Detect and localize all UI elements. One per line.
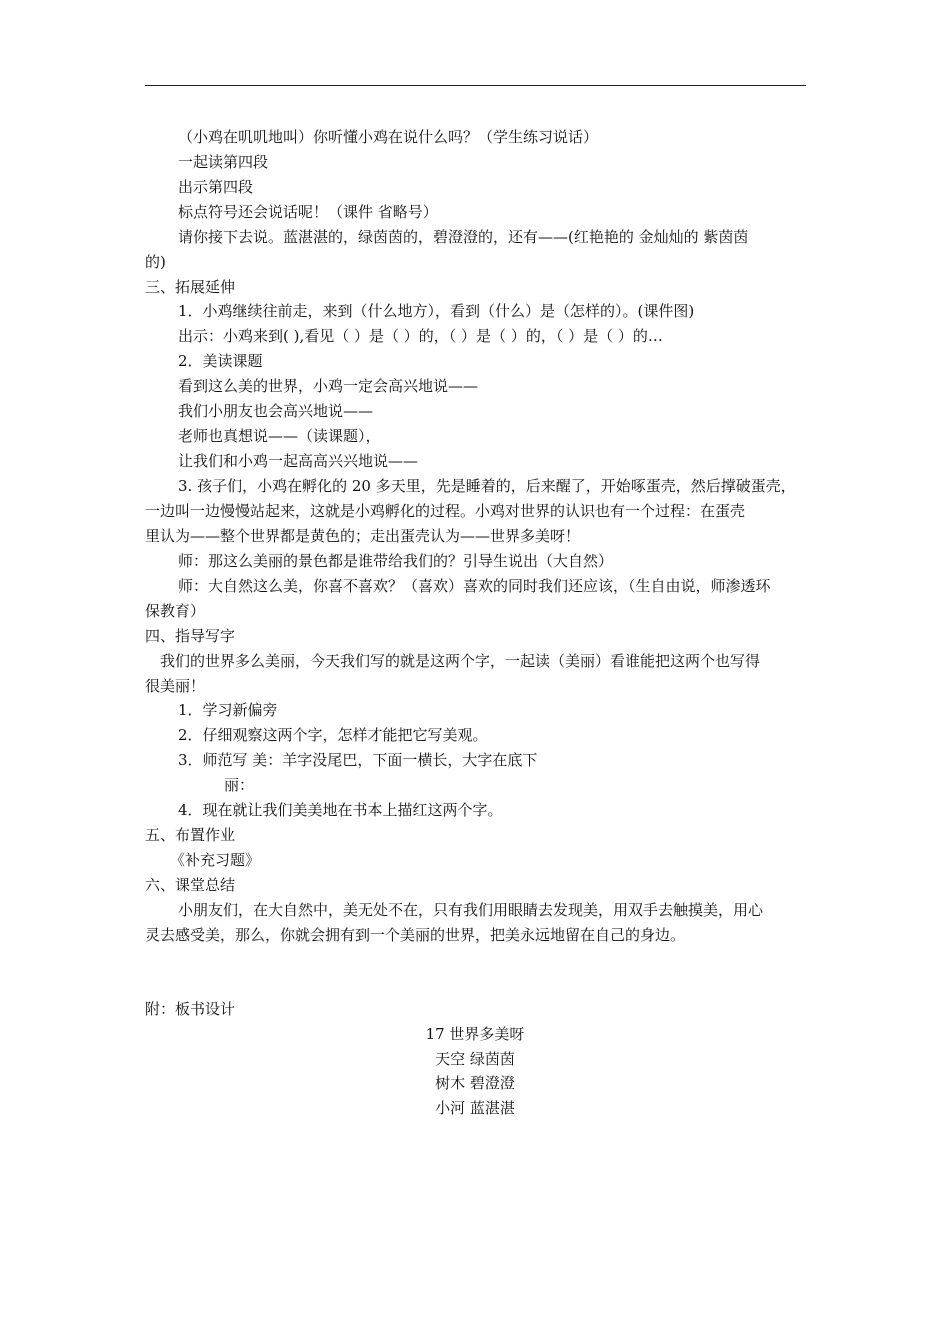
board-title: 17 世界多美呀 [425, 1025, 525, 1043]
section-heading: 五、布置作业 [145, 826, 236, 844]
text-line: 1．小鸡继续往前走，来到（什么地方），看到（什么）是（怎样的）。(课件图) [178, 302, 695, 320]
text-line: 让我们和小鸡一起高高兴兴地说—— [178, 452, 419, 470]
text-line: 一边叫一边慢慢站起来，这就是小鸡孵化的过程。小鸡对世界的认识也有一个过程：在蛋壳 [145, 502, 746, 520]
board-line: 天空 绿茵茵 [435, 1050, 515, 1068]
text-line: 小朋友们，在大自然中，美无处不在，只有我们用眼睛去发现美，用双手去触摸美，用心 [178, 901, 764, 919]
text-line: 标点符号还会说话呢！（课件 省略号） [178, 203, 438, 221]
text-line: 看到这么美的世界，小鸡一定会高兴地说—— [178, 377, 479, 395]
text-line: 灵去感受美，那么，你就会拥有到一个美丽的世界，把美永远地留在自己的身边。 [145, 926, 686, 944]
section-heading: 四、指导写字 [145, 627, 236, 645]
board-line: 小河 蓝湛湛 [435, 1099, 515, 1117]
text-line: 出示：小鸡来到( ),看见（ ）是（ ）的，（ ）是（ ）的，（ ）是（ ）的… [178, 327, 663, 345]
text-line: 师：那这么美丽的景色都是谁带给我们的？引导生说出（大自然） [178, 552, 614, 570]
text-line: 的) [145, 253, 166, 271]
text-line: 里认为——整个世界都是黄色的；走出蛋壳认为——世界多美呀！ [145, 527, 581, 545]
text-line: 3．师范写 美：羊字没尾巴，下面一横长，大字在底下 [178, 751, 538, 769]
text-line: 出示第四段 [178, 178, 254, 196]
text-line: 保教育） [145, 602, 206, 620]
text-line: 师：大自然这么美，你喜不喜欢？（喜欢）喜欢的同时我们还应该，（生自由说，师渗透环 [178, 577, 771, 595]
text-line: 请你接下去说。蓝湛湛的，绿茵茵的，碧澄澄的，还有——(红艳艳的 金灿灿的 紫茵茵 [178, 228, 749, 246]
header-rule [145, 85, 806, 86]
text-line: 2．仔细观察这两个字，怎样才能把它写美观。 [178, 726, 488, 744]
text-line: 老师也真想说——（读课题）， [178, 427, 381, 445]
section-heading: 三、拓展延伸 [145, 278, 236, 296]
text-line: 3. 孩子们，小鸡在孵化的 20 多天里，先是睡着的，后来醒了，开始啄蛋壳，然后撑破蛋壳， [178, 477, 796, 495]
text-line: 一起读第四段 [178, 153, 269, 171]
text-line: 2．美读课题 [178, 352, 263, 370]
appendix-heading: 附：板书设计 [145, 1000, 236, 1018]
section-heading: 六、课堂总结 [145, 876, 236, 894]
text-line: 很美丽！ [145, 677, 206, 695]
board-line: 树木 碧澄澄 [435, 1074, 515, 1092]
text-line: （小鸡在叽叽地叫）你听懂小鸡在说什么吗？（学生练习说话） [178, 128, 599, 146]
text-line: 4．现在就让我们美美地在书本上描红这两个字。 [178, 801, 503, 819]
text-line: 我们小朋友也会高兴地说—— [178, 402, 374, 420]
text-line: 丽： [224, 776, 255, 794]
text-line: 我们的世界多么美丽，今天我们写的就是这两个字，一起读（美丽）看谁能把这两个也写得 [160, 652, 761, 670]
text-line: 《补充习题》 [170, 851, 261, 869]
text-line: 1．学习新偏旁 [178, 701, 278, 719]
